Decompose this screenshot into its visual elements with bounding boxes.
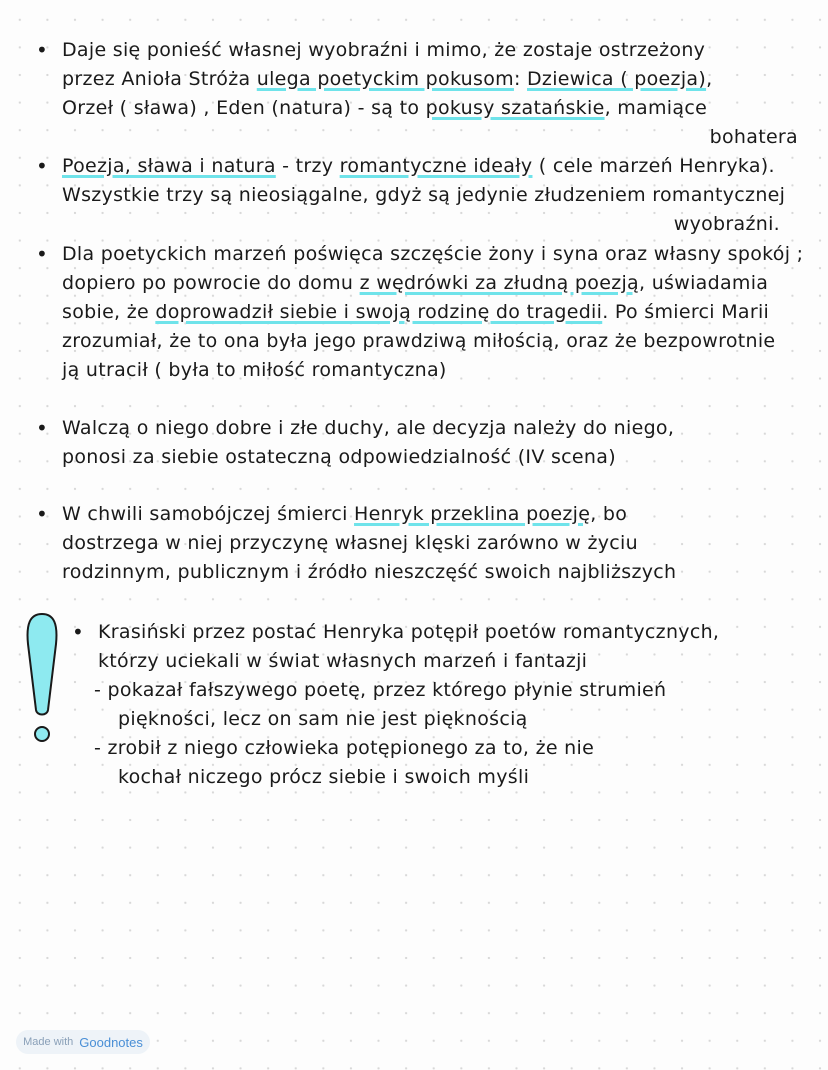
bullet-dot: • — [36, 502, 49, 526]
bullet-block — [36, 500, 677, 587]
note-line: którzy uciekali w świat własnych marzeń i fantazji — [98, 650, 588, 672]
note-line — [62, 181, 785, 210]
bullet-block — [36, 240, 804, 385]
note-line — [62, 269, 803, 298]
highlighted-phrase: Dziewica ( poezja) — [527, 68, 707, 90]
text-segment: Daje się ponieść własnej wyobraźni i mimo, że zostaje ostrzeżony — [62, 39, 706, 61]
text-segment: dostrzega w niej przyczynę własnej klęski zarówno w życiu — [62, 532, 638, 554]
made-with-label: Made with — [23, 1036, 74, 1048]
sub-item-line: piękności, lecz on sam nie jest pięknością — [118, 708, 528, 730]
bullet-dot: • — [72, 620, 85, 644]
text-segment: Walczą o niego dobre i złe duchy, ale decyzja należy do niego, — [62, 417, 675, 439]
text-segment: , bo — [590, 503, 628, 525]
goodnotes-logo: Goodnotes — [79, 1034, 143, 1050]
text-segment: sobie, że — [62, 301, 156, 323]
note-line — [62, 443, 674, 472]
sub-item-line: kochał niczego prócz siebie i swoich myśli — [118, 766, 530, 788]
exclamation-icon — [22, 610, 62, 750]
note-line — [62, 327, 803, 356]
text-segment: : — [513, 68, 527, 90]
text-segment: przez Anioła Stróża — [62, 68, 257, 90]
bullet-dot: • — [36, 416, 49, 440]
text-segment: ( cele marzeń Henryka). — [532, 155, 775, 177]
note-line — [62, 123, 798, 152]
text-segment: Wszystkie trzy są nieosiągalne, gdyż są jedynie złudzeniem romantycznej — [62, 184, 786, 206]
text-segment: , mamiące — [604, 97, 708, 119]
text-segment: Dla poetyckich marzeń poświęca szczęście żony i syna oraz własny spokój ; — [62, 243, 804, 265]
highlighted-phrase: doprowadził siebie i swoją rodzinę do tragedii — [155, 301, 603, 323]
note-line — [62, 65, 798, 94]
bullet-dot: • — [36, 154, 49, 178]
note-line — [62, 414, 674, 443]
goodnotes-badge — [16, 1030, 150, 1054]
note-line — [62, 558, 676, 587]
text-segment: . Po śmierci Marii — [602, 301, 770, 323]
highlighted-phrase: ulega poetyckim pokusom — [256, 68, 514, 90]
note-line: Krasiński przez postać Henryka potępił poetów romantycznych, — [98, 621, 720, 643]
highlighted-phrase: romantyczne ideały — [339, 155, 533, 177]
note-line — [62, 298, 803, 327]
text-segment: wyobraźni. — [673, 213, 780, 235]
bullet-block — [36, 414, 675, 472]
note-line — [62, 240, 803, 269]
highlighted-phrase: z wędrówki za złudną poezją — [359, 272, 640, 294]
text-segment: zrozumiał, że to ona była jego prawdziwą miłością, oraz że bezpowrotnie — [62, 330, 776, 352]
sub-item-line: - pokazał fałszywego poetę, przez którego płynie strumień — [94, 679, 667, 701]
note-line — [62, 356, 803, 385]
text-segment: ponosi za siebie ostateczną odpowiedzialność (IV scena) — [62, 446, 616, 468]
note-line — [62, 36, 798, 65]
text-segment: W chwili samobójczej śmierci — [62, 503, 355, 525]
text-segment: dopiero po powrocie do domu — [62, 272, 360, 294]
highlighted-phrase: pokusy szatańskie — [425, 97, 605, 119]
text-segment: ją utracił ( była to miłość romantyczna) — [62, 359, 447, 381]
text-segment: , — [706, 68, 713, 90]
note-line — [62, 500, 676, 529]
note-line — [62, 94, 798, 123]
note-line — [62, 210, 780, 239]
text-segment: , uświadamia — [639, 272, 769, 294]
text-segment: rodzinnym, publicznym i źródło nieszczęść swoich najbliższych — [62, 561, 677, 583]
note-line — [62, 152, 785, 181]
text-segment: - trzy — [275, 155, 340, 177]
bullet-block — [36, 36, 798, 152]
bullet-block — [36, 152, 786, 239]
note-line — [62, 529, 676, 558]
bullet-dot: • — [36, 242, 49, 266]
bullet-dot: • — [36, 38, 49, 62]
sub-item-line: - zrobił z niego człowieka potępionego za to, że nie — [94, 737, 595, 759]
text-segment: Orzeł ( sława) , Eden (natura) - są to — [62, 97, 426, 119]
highlighted-phrase: Henryk przeklina poezję — [354, 503, 591, 525]
text-segment: bohatera — [709, 126, 798, 148]
final-bullet-block — [72, 618, 720, 792]
highlighted-phrase: Poezja, sława i natura — [62, 155, 276, 177]
